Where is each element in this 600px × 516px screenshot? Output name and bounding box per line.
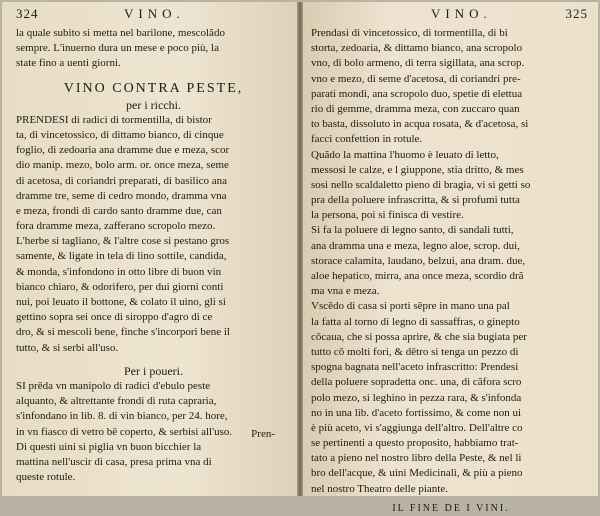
text-line: ta, di vincetossico, di dittamo bianco, di cinque — [16, 128, 224, 141]
text-line: è più aceto, vi s'aggiunga dell'altro. Dell'altre co — [311, 421, 523, 434]
text-line: fora dramme meza, zafferano scropolo mezo. — [16, 220, 216, 233]
left-page-number: 324 — [16, 6, 39, 21]
text-line: Si fa la poluere di legno santo, di sandali tutti, — [311, 224, 514, 237]
left-running-head: VINO. — [124, 6, 185, 21]
text-line: se pertinenti a questo proposito, habbiamo trat- — [311, 437, 519, 450]
text-line: spogna bagnata nell'aceto infrascritto: Prendesi — [311, 361, 519, 374]
text-line: ma vna e meza. — [311, 285, 380, 298]
text-line: to basta, dissoluto in acqua rosata, & d'acetosa, si — [311, 118, 529, 131]
text-line: sempre. L'inuerno dura un mese e poco più, la — [16, 42, 219, 55]
text-line: queste rotule. — [16, 471, 76, 484]
text-line: Prendasi di vincetossico, di tormentilla, di bi — [311, 27, 508, 39]
text-line: dio manip. mezo, bolo arm. or. once meza, seme — [16, 159, 229, 172]
text-line: Di questi uini si piglia vn buon bicchier la — [16, 440, 202, 453]
book-spread — [2, 2, 598, 514]
text-line: bro dell'acque, & uini Medicinali, & più a pieno — [311, 467, 523, 480]
text-line: parati mondi, ana scropolo duo, spetie di elettua — [311, 87, 523, 100]
text-line: vno e mezo, di seme d'acetosa, di coriandri pre- — [311, 72, 521, 85]
text-line: la quale subito si metta nel barilone, mescolãdo — [16, 27, 225, 39]
text-line: cōcaua, che si possa aprire, & che sia bugiata per — [311, 330, 527, 343]
text-line: foglio, di zedoaria ana dramme due e meza, scor — [16, 144, 230, 157]
right-page-text — [311, 26, 591, 516]
text-line: dramme tre, seme di cedro mondo, dramma vna — [16, 189, 227, 202]
text-line: mattina nell'uscir di casa, presa prima vna di — [16, 455, 212, 468]
text-line: la persona, poi si finisca di vestire. — [311, 209, 464, 222]
right-running-head: VINO. — [431, 6, 492, 21]
text-line: tutto cō molti fori, & dētro si tenga un pezzo di — [311, 345, 519, 358]
text-line: facci confettion in rotule. — [311, 133, 423, 146]
text-line: rio di gemme, dramma meza, con zuccaro quan — [311, 102, 520, 115]
section-subtitle: per i ricchi. — [126, 97, 181, 112]
text-line: & monda, s'infondono in otto libre di buon vin — [16, 265, 222, 278]
left-page-text — [16, 26, 291, 485]
text-line: PRENDESI di radici di tormentilla, di bistor — [16, 113, 212, 126]
paragraph-gap — [16, 356, 291, 364]
text-line: nel nostro Theatro delle piante. — [311, 482, 448, 495]
text-line: gettino sopra sei once di siroppo d'agro di ce — [16, 311, 213, 324]
text-line: nui, poi leuato il bottone, & colato il uino, gli si — [16, 296, 226, 308]
text-line: alquanto, & altrettante frondi di ruta capraria, — [16, 395, 217, 408]
text-line: della poluere sopradetta onc. una, di cãfora scro — [311, 376, 522, 389]
text-line: vno, di bolo armeno, di terra sigillata, ana scrop. — [311, 57, 525, 70]
section-title: VINO CONTRA PESTE, — [63, 80, 244, 96]
text-line: in vn fiasco di vetro bē coperto, & serbisi all'uso. — [16, 425, 233, 438]
text-line: la fatta al torno di legno di sassaffras, o ginepto — [311, 315, 520, 328]
text-line: bianco chiaro, & odorifero, per dui giorni conti — [16, 280, 224, 293]
text-line: sosi nello scaldaletto pieno di bragia, vi si getti so — [311, 178, 531, 191]
text-line: di acetosa, di coriandri preparati, di basilico ana — [16, 174, 228, 187]
text-line: messosi le calze, e l giuppone, stia dritto, & mes — [311, 163, 524, 176]
left-page — [2, 2, 297, 496]
text-line: tato a pieno nel nostro libro della Peste, & nel li — [311, 452, 522, 465]
text-line: Vscēdo di casa si porti sēpre in mano una pal — [311, 300, 510, 313]
text-line: dro, & si mescoli bene, finche s'incorpori bene il — [16, 326, 230, 339]
text-line: pra della poluere infrascritta, & si profumi tutta — [311, 194, 520, 207]
text-line: s'infondano in lib. 8. di vin bianco, per 24. hore, — [16, 410, 228, 423]
text-line: storta, zedoaria, & dittamo bianco, ana scropolo — [311, 42, 523, 55]
text-line: no in una lib. d'aceto fortissimo, & come non ui — [311, 406, 522, 419]
text-line: L'herbe si tagliano, & l'altre cose si pestano gros — [16, 235, 230, 248]
section-subtitle: Per i poueri. — [124, 363, 183, 378]
right-page — [303, 2, 598, 514]
text-line: state fino a uenti giorni. — [16, 57, 121, 70]
text-line: e meza, frondi di cardo santo dramme due, can — [16, 204, 222, 217]
text-line: aloe hepatico, mirra, ana once meza, scordio drã — [311, 270, 524, 282]
text-line: Quãdo la mattina l'huomo è leuato di letto, — [311, 148, 499, 161]
text-line: tutto, & si serbi all'uso. — [16, 341, 119, 354]
right-page-number: 325 — [565, 6, 588, 21]
text-line: ana dramma una e meza, legno aloe, scrop. dui, — [311, 239, 520, 252]
text-line: storace calamita, laudano, belzui, ana dram. due, — [311, 254, 526, 267]
text-line: SI prēda vn manipolo di radici d'ebulo peste — [16, 379, 211, 392]
text-line: polo mezo, si leghino in pezza rara, & s'infonda — [311, 391, 522, 404]
catchword: Pren- — [251, 428, 275, 440]
paragraph-gap — [16, 72, 291, 80]
text-line: samente, & ligate in tela di lino sottile, candida, — [16, 250, 227, 263]
colophon: IL FINE DE I VINI. — [392, 502, 510, 514]
